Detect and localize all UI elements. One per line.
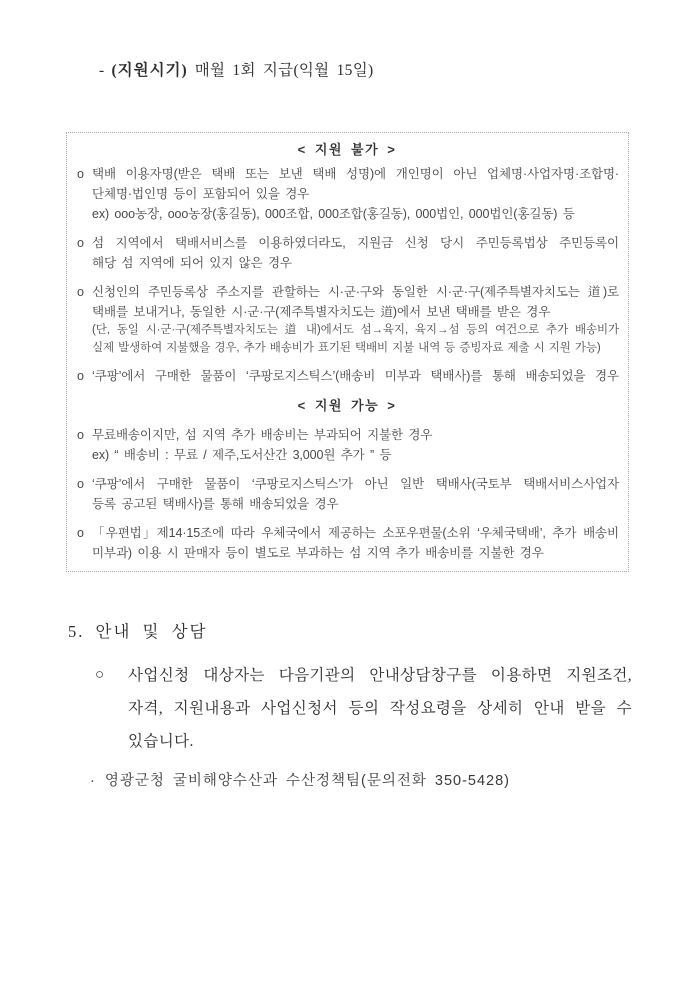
notice-box xyxy=(66,132,629,572)
section5-paragraph xyxy=(95,659,632,758)
support-timing-line xyxy=(99,58,700,80)
list-item xyxy=(75,233,619,273)
bullet-marker: o xyxy=(77,236,84,250)
text-line: 택배 이용자명(받은 택배 또는 보낸 택배 성명)에 개인명이 아닌 업체명·사업자명·조합명· xyxy=(92,167,619,181)
text-line: ex) “ 배송비 : 무료 / 제주,도서산간 3,000원 추가 ” 등 xyxy=(92,448,392,462)
bullet-marker: o xyxy=(77,369,84,383)
bullet-marker: o xyxy=(77,285,84,299)
list-item xyxy=(75,282,619,357)
no-support-title: < 지원 불가 > xyxy=(297,142,397,157)
section5-heading: 5. 안내 및 상담 xyxy=(68,622,208,641)
text-line: ‘쿠팡’에서 구매한 물품이 ‘쿠팡로지스틱스’(배송비 미부과 택배사)를 통해 배송되었을 경우 xyxy=(92,369,619,383)
text-line: 등록 공고된 택배사)를 통해 배송되었을 경우 xyxy=(92,497,339,511)
bullet-marker: o xyxy=(77,428,84,442)
dash-marker: - xyxy=(99,62,105,79)
timing-text: 매월 1회 지급(익월 15일) xyxy=(194,62,374,79)
text-line: 사업신청 대상자는 다음기관의 안내상담창구를 이용하면 지원조건, xyxy=(128,667,632,684)
list-item xyxy=(75,523,619,563)
text-line: 택배를 보내거나, 동일한 시·군·구(제주특별자치도는 道)에서 보낸 택배를 받은 경우 xyxy=(92,305,551,319)
support-title: < 지원 가능 > xyxy=(297,398,397,413)
circle-bullet-marker: ○ xyxy=(95,667,105,683)
text-line: 신청인의 주민등록상 주소지를 관할하는 시·군·구와 동일한 시·군·구(제주특별자치도는 道)로 xyxy=(92,285,619,299)
bullet-marker: o xyxy=(77,526,84,540)
text-line: 단체명·법인명 등이 포함되어 있을 경우 xyxy=(92,187,310,201)
text-line: 「우편법」제14·15조에 따라 우체국에서 제공하는 소포우편물(소위 ‘우체국택배’, 추가 배송비 xyxy=(92,526,619,540)
text-line: 자격, 지원내용과 사업신청서 등의 작성요령을 상세히 안내 받을 수 있습니다. xyxy=(128,700,632,750)
dot-bullet-marker: · xyxy=(90,773,96,789)
text-line: 무료배송이지만, 섬 지역 추가 배송비는 부과되어 지불한 경우 xyxy=(92,428,433,442)
contact-text: 영광군청 굴비해양수산과 수산정책팀(문의전화 350-5428) xyxy=(104,773,511,789)
text-line: 미부과) 이용 시 판매자 등이 별도로 부과하는 섬 지역 추가 배송비를 지불한 경우 xyxy=(92,546,544,560)
timing-label: (지원시기) xyxy=(111,62,188,79)
note-line: 실제 발생하여 지불했을 경우, 추가 배송비가 표기된 택배비 지불 내역 등 증빙자료 제출 시 지원 가능) xyxy=(92,341,601,354)
list-item xyxy=(75,425,619,465)
bullet-marker: o xyxy=(77,167,84,181)
note-line: (단, 동일 시·군·구(제주특별자치도는 道 내)에서도 섬→육지, 육지→섬 등의 여건으로 추가 배송비가 xyxy=(92,324,619,336)
text-line: ex) ooo농장, ooo농장(홍길동), 000조합, 000조합(홍길동), 000법인, 000법인(홍길동) 등 xyxy=(92,207,575,221)
text-line: 해당 섬 지역에 되어 있지 않은 경우 xyxy=(92,256,292,270)
contact-line xyxy=(90,769,700,790)
bullet-marker: o xyxy=(77,477,84,491)
list-item xyxy=(75,164,619,224)
text-line: ‘쿠팡’에서 구매한 물품이 ‘쿠팡로지스틱스’가 아닌 일반 택배사(국토부 택배서비스사업자 xyxy=(92,477,619,491)
list-item xyxy=(75,366,619,386)
text-line: 섬 지역에서 택배서비스를 이용하였더라도, 지원금 신청 당시 주민등록법상 주민등록이 xyxy=(92,236,619,250)
list-item xyxy=(75,474,619,514)
